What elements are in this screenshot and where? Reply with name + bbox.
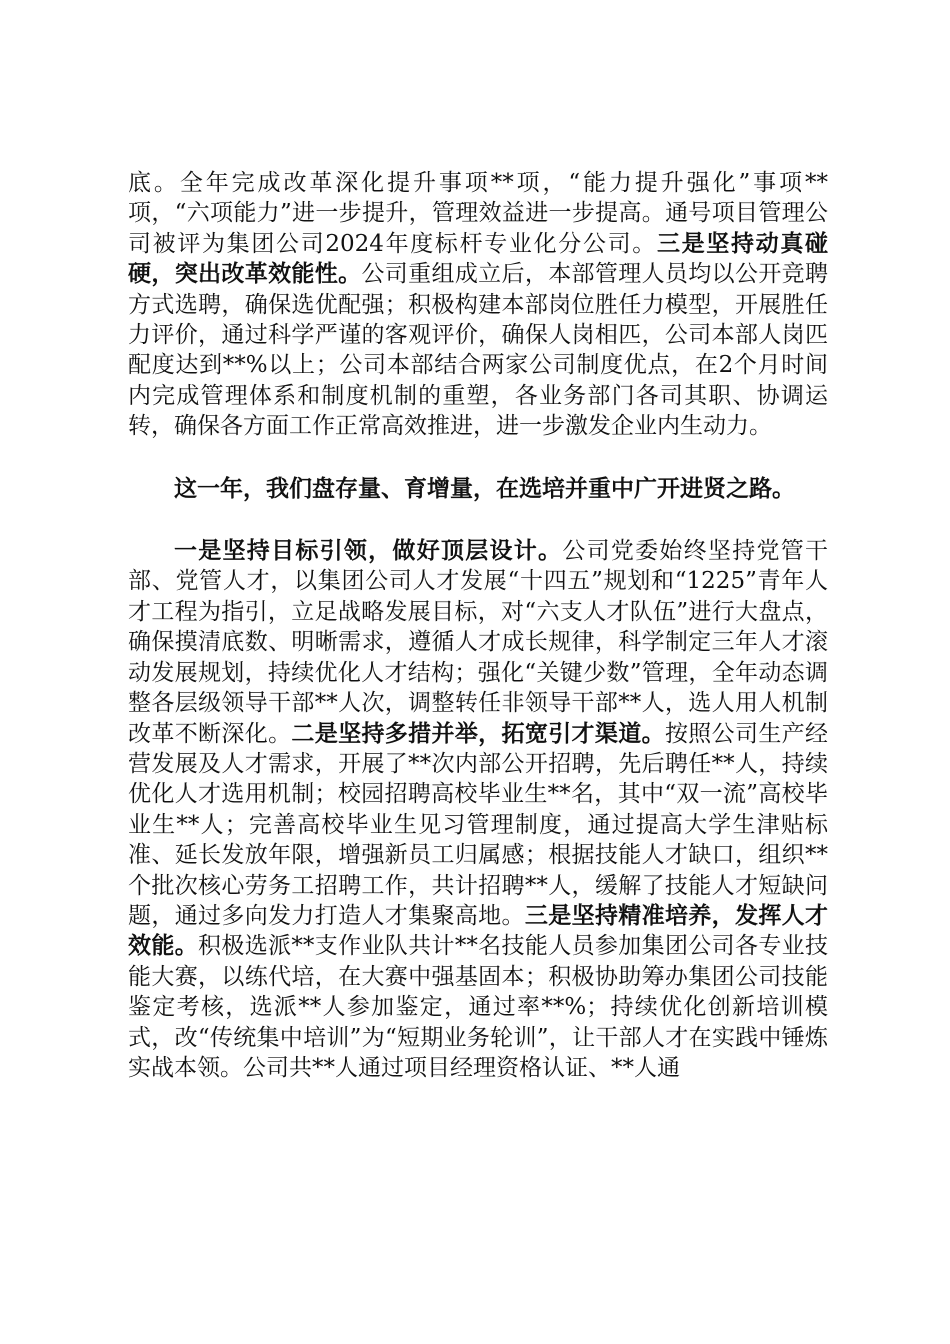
bold-lead-sentence: 三是坚持精准培养，发挥人才效能。 <box>128 902 829 960</box>
section-heading: 这一年，我们盘存量、育增量，在选培并重中广开进贤之路。 <box>174 475 795 502</box>
body-text: 底。全年完成改革深化提升事项**项，“能力提升强化”事项**项，“六项能力”进一步提升，管理效益进一步提高。通号项目管理公司被评为集团公司2024年度标杆专业化分公司。 <box>128 170 828 257</box>
body-text: 按照公司生产经营发展及人才需求，开展了**次内部公开招聘，先后聘任**人，持续优化人才选用机制；校园招聘高校毕业生**名，其中“双一流”高校毕业生**人；完善高校毕业生见习管理制度，通过提高大学生津贴标准、延长发放年限，增强新员工归属感；根据技能人才缺口，组织**个批次核心劳务工招聘工作，共计招聘**人，缓解了技能人才短缺问题，通过多向发力打造人才集聚高地。 <box>128 720 829 929</box>
document-page <box>128 168 828 1083</box>
bold-lead-sentence: 二是坚持多措并举，拓宽引才渠道。 <box>291 720 665 747</box>
paragraph-reform-continuation <box>128 168 828 442</box>
paragraph-talent <box>128 536 828 1083</box>
bold-lead-sentence: 三是坚持动真碰硬，突出改革效能性。 <box>128 230 828 288</box>
bold-lead-sentence: 一是坚持目标引领，做好顶层设计。 <box>174 538 563 565</box>
body-text: 积极选派**支作业队共计**名技能人员参加集团公司各专业技能大赛，以练代培，在大赛中强基固本；积极协助筹办集团公司技能鉴定考核，选派**人参加鉴定，通过率**%；持续优化创新培训模式，改“传统集中培训”为“短期业务轮训”，让干部人才在实践中锤炼实战本领。公司共**人通过项目经理资格认证、**人通 <box>128 933 829 1081</box>
body-text: 公司重组成立后，本部管理人员均以公开竞聘方式选聘，确保选优配强；积极构建本部岗位胜任力模型，开展胜任力评价，通过科学严谨的客观评价，确保人岗相匹，公司本部人岗匹配度达到**%以上；公司本部结合两家公司制度优点，在2个月时间内完成管理体系和制度机制的重塑，各业务部门各司其职、协调运转，确保各方面工作正常高效推进，进一步激发企业内生动力。 <box>128 261 829 440</box>
body-text: 公司党委始终坚持党管干部、党管人才，以集团公司人才发展“十四五”规划和“1225”青年人才工程为指引，立足战略发展目标，对“六支人才队伍”进行大盘点，确保摸清底数、明晰需求，遵循人才成长规律，科学制定三年人才滚动发展规划，持续优化人才结构；强化“关键少数”管理，全年动态调整各层级领导干部**人次，调整转任非领导干部**人，选人用人机制改革不断深化。 <box>128 538 829 747</box>
